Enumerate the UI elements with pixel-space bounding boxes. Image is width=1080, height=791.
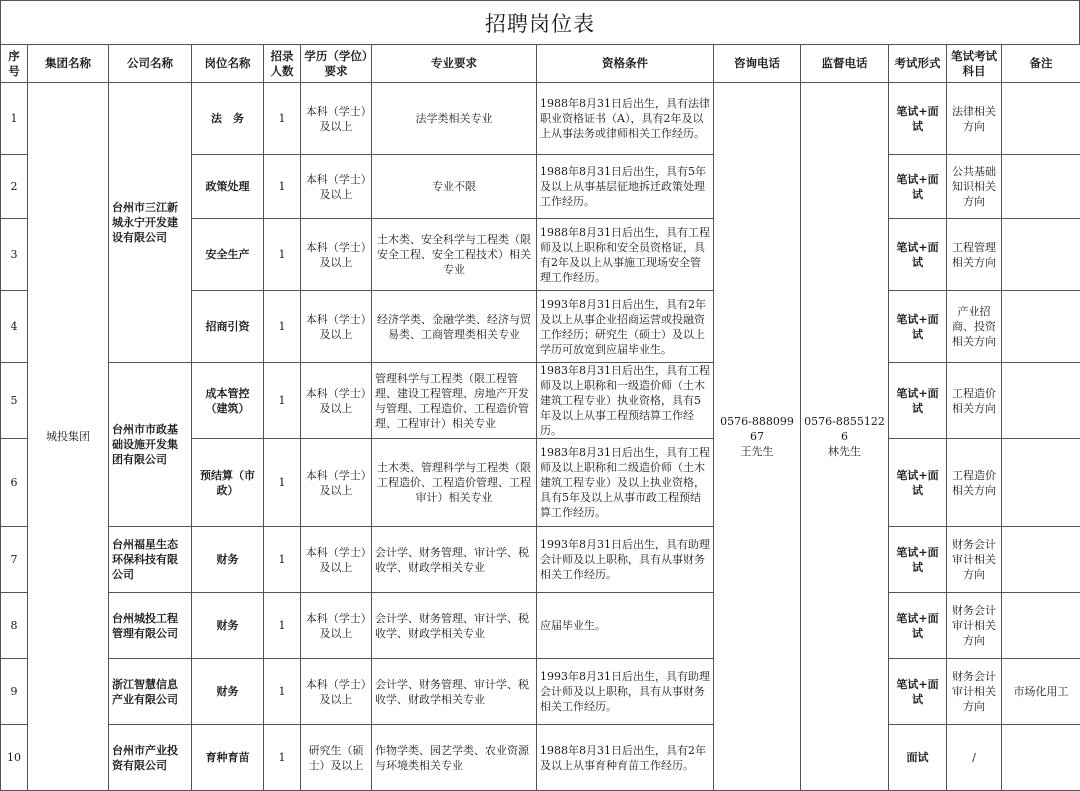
- cell-education: 本科（学士）及以上: [301, 593, 372, 659]
- cell-major: 土木类、安全科学与工程类（限安全工程、安全工程技术）相关专业: [372, 219, 537, 291]
- cell-position: 成本管控（建筑）: [192, 363, 264, 439]
- cell-supervise: [801, 83, 889, 791]
- cell-remark: [1002, 363, 1080, 439]
- cell-qualification: 1988年8月31日后出生，具有2年及以上从事育种育苗工作经历。: [537, 725, 714, 791]
- cell-education: 本科（学士）及以上: [301, 291, 372, 363]
- cell-remark: [1002, 593, 1080, 659]
- cell-remark: [1002, 291, 1080, 363]
- cell-exam-form: 笔试+面试: [889, 659, 947, 725]
- cell-qualification: 1988年8月31日后出生，具有法律职业资格证书（A），具有2年及以上从事法务或律师相关工作经历。: [537, 83, 714, 155]
- cell-qualification: 1983年8月31日后出生，具有工程师及以上职称和一级造价师（土木建筑工程专业）执业资格，具有5年及以上从事工程预结算工作经历。: [537, 363, 714, 439]
- cell-exam-form: 笔试+面试: [889, 527, 947, 593]
- cell-remark: [1002, 725, 1080, 791]
- cell-count: 1: [264, 439, 301, 527]
- cell-education: 本科（学士）及以上: [301, 659, 372, 725]
- table-row: [1, 83, 1080, 155]
- header-major: 专业要求: [372, 45, 537, 83]
- header-exam-form: 考试形式: [889, 45, 947, 83]
- cell-exam-subject: 工程造价相关方向: [947, 439, 1002, 527]
- cell-exam-subject: 工程管理相关方向: [947, 219, 1002, 291]
- cell-count: 1: [264, 527, 301, 593]
- cell-remark: [1002, 527, 1080, 593]
- cell-qualification: 应届毕业生。: [537, 593, 714, 659]
- cell-exam-form: 面试: [889, 725, 947, 791]
- cell-major: 会计学、财务管理、审计学、税收学、财政学相关专业: [372, 527, 537, 593]
- cell-education: 本科（学士）及以上: [301, 219, 372, 291]
- cell-qualification: 1993年8月31日后出生，具有2年及以上从事企业招商运营或投融资工作经历；研究生（硕士）及以上学历可放宽到应届毕业生。: [537, 291, 714, 363]
- cell-education: 本科（学士）及以上: [301, 439, 372, 527]
- cell-seq: 8: [1, 593, 28, 659]
- cell-education: 研究生（硕士）及以上: [301, 725, 372, 791]
- cell-company: 台州市三江新城永宁开发建设有限公司: [109, 83, 192, 363]
- cell-education: 本科（学士）及以上: [301, 363, 372, 439]
- header-consult: 咨询电话: [714, 45, 801, 83]
- cell-qualification: 1993年8月31日后出生，具有助理会计师及以上职称，具有从事财务相关工作经历。: [537, 659, 714, 725]
- cell-major: 专业不限: [372, 155, 537, 219]
- cell-position: 预结算（市政）: [192, 439, 264, 527]
- cell-exam-form: 笔试+面试: [889, 363, 947, 439]
- cell-exam-form: 笔试+面试: [889, 593, 947, 659]
- cell-seq: 9: [1, 659, 28, 725]
- cell-major: 法学类相关专业: [372, 83, 537, 155]
- cell-company: 台州城投工程管理有限公司: [109, 593, 192, 659]
- header-company: 公司名称: [109, 45, 192, 83]
- header-supervise: 监督电话: [801, 45, 889, 83]
- cell-position: 财务: [192, 527, 264, 593]
- consult-phone: 0576-88809967: [720, 415, 794, 443]
- cell-exam-form: 笔试+面试: [889, 291, 947, 363]
- cell-education: 本科（学士）及以上: [301, 155, 372, 219]
- cell-count: 1: [264, 291, 301, 363]
- cell-exam-form: 笔试+面试: [889, 439, 947, 527]
- cell-count: 1: [264, 363, 301, 439]
- cell-major: 经济学类、金融学类、经济与贸易类、工商管理类相关专业: [372, 291, 537, 363]
- header-count: 招录人数: [264, 45, 301, 83]
- cell-exam-subject: 财务会计审计相关方向: [947, 593, 1002, 659]
- cell-exam-subject: 财务会计审计相关方向: [947, 527, 1002, 593]
- cell-exam-subject: 产业招商、投资相关方向: [947, 291, 1002, 363]
- cell-exam-form: 笔试+面试: [889, 219, 947, 291]
- header-row: [1, 45, 1080, 83]
- cell-remark: 市场化用工: [1002, 659, 1080, 725]
- cell-education: 本科（学士）及以上: [301, 83, 372, 155]
- table-row: [1, 363, 1080, 439]
- cell-company: 浙江智慧信息产业有限公司: [109, 659, 192, 725]
- cell-position: 财务: [192, 659, 264, 725]
- cell-remark: [1002, 83, 1080, 155]
- cell-qualification: 1993年8月31日后出生，具有助理会计师及以上职称，具有从事财务相关工作经历。: [537, 527, 714, 593]
- cell-remark: [1002, 155, 1080, 219]
- cell-seq: 4: [1, 291, 28, 363]
- cell-qualification: 1988年8月31日后出生，具有5年及以上从事基层征地拆迁政策处理工作经历。: [537, 155, 714, 219]
- recruitment-table: [0, 44, 1080, 791]
- cell-seq: 2: [1, 155, 28, 219]
- cell-exam-subject: 公共基础知识相关方向: [947, 155, 1002, 219]
- header-education: 学历（学位）要求: [301, 45, 372, 83]
- cell-position: 招商引资: [192, 291, 264, 363]
- cell-major: 会计学、财务管理、审计学、税收学、财政学相关专业: [372, 593, 537, 659]
- cell-major: 管理科学与工程类（限工程管理、建设工程管理、房地产开发与管理、工程造价、工程造价管理、工程审计）相关专业: [372, 363, 537, 439]
- cell-count: 1: [264, 593, 301, 659]
- header-exam-subject: 笔试考试科目: [947, 45, 1002, 83]
- cell-seq: 7: [1, 527, 28, 593]
- supervise-phone: 0576-88551226: [804, 415, 885, 443]
- cell-company: 台州市市政基础设施开发集团有限公司: [109, 363, 192, 527]
- cell-count: 1: [264, 155, 301, 219]
- cell-major: 会计学、财务管理、审计学、税收学、财政学相关专业: [372, 659, 537, 725]
- cell-major: 作物学类、园艺学类、农业资源与环境类相关专业: [372, 725, 537, 791]
- cell-company: 台州福星生态环保科技有限公司: [109, 527, 192, 593]
- table-row: [1, 725, 1080, 791]
- header-qualification: 资格条件: [537, 45, 714, 83]
- cell-exam-subject: 法律相关方向: [947, 83, 1002, 155]
- header-group: 集团名称: [28, 45, 109, 83]
- cell-count: 1: [264, 83, 301, 155]
- consult-person: 王先生: [740, 445, 774, 458]
- cell-qualification: 1983年8月31日后出生，具有工程师及以上职称和二级造价师（土木建筑工程专业）及以上执业资格，具有5年及以上从事市政工程预结算工作经历。: [537, 439, 714, 527]
- header-remark: 备注: [1002, 45, 1080, 83]
- table-row: [1, 527, 1080, 593]
- cell-major: 土木类、管理科学与工程类（限工程造价、工程造价管理、工程审计）相关专业: [372, 439, 537, 527]
- cell-count: 1: [264, 659, 301, 725]
- cell-position: 财务: [192, 593, 264, 659]
- cell-qualification: 1988年8月31日后出生，具有工程师及以上职称和安全员资格证，具有2年及以上从事施工现场安全管理工作经历。: [537, 219, 714, 291]
- supervise-person: 林先生: [828, 445, 861, 458]
- cell-consult: [714, 83, 801, 791]
- cell-seq: 6: [1, 439, 28, 527]
- cell-company: 台州市产业投资有限公司: [109, 725, 192, 791]
- cell-exam-subject: 财务会计审计相关方向: [947, 659, 1002, 725]
- cell-group: 城投集团: [28, 83, 109, 791]
- cell-education: 本科（学士）及以上: [301, 527, 372, 593]
- cell-exam-subject: 工程造价相关方向: [947, 363, 1002, 439]
- cell-seq: 10: [1, 725, 28, 791]
- cell-exam-subject: /: [947, 725, 1002, 791]
- table-row: [1, 659, 1080, 725]
- cell-position: 育种育苗: [192, 725, 264, 791]
- cell-exam-form: 笔试+面试: [889, 155, 947, 219]
- cell-count: 1: [264, 725, 301, 791]
- header-position: 岗位名称: [192, 45, 264, 83]
- cell-seq: 3: [1, 219, 28, 291]
- table-row: [1, 593, 1080, 659]
- cell-remark: [1002, 219, 1080, 291]
- cell-remark: [1002, 439, 1080, 527]
- cell-position: 安全生产: [192, 219, 264, 291]
- header-seq: 序号: [1, 45, 28, 83]
- cell-seq: 1: [1, 83, 28, 155]
- cell-seq: 5: [1, 363, 28, 439]
- table-title: 招聘岗位表: [0, 0, 1080, 44]
- cell-exam-form: 笔试+面试: [889, 83, 947, 155]
- cell-position: 法 务: [192, 83, 264, 155]
- cell-position: 政策处理: [192, 155, 264, 219]
- cell-count: 1: [264, 219, 301, 291]
